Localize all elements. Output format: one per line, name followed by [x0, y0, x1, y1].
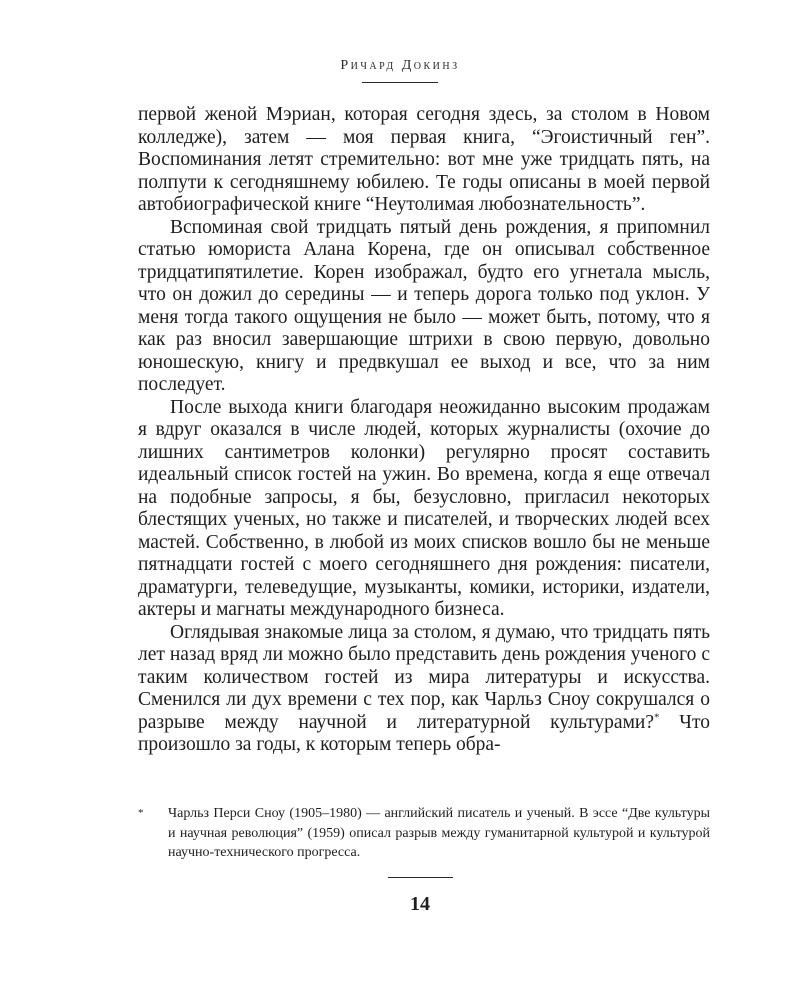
running-head: Ричард Докинз — [340, 58, 460, 73]
paragraph-1: первой женой Мэриан, которая сегодня здесь, за столом в Новом колледже), затем — моя первая книга, “Эгоистичный ген”. Воспоминания летят стремительно: вот мне уже тридцать пять, на полпути к сегодняшнему юбилею. Те годы описаны в моей первой автобиографической книге “Неутолимая любознательность”. — [138, 104, 710, 215]
footer-rule — [388, 877, 453, 878]
paragraph-4-tail: Что произошло за годы, к которым теперь обра- — [138, 711, 710, 755]
body-text — [138, 104, 710, 757]
paragraph-4 — [138, 622, 710, 757]
footnote-text: Чарльз Перси Сноу (1905–1980) — английский писатель и ученый. В эссе “Две культуры и научная революция” (1959) описал разрыв между гуманитарной культурой и культурой научно-технического прогресса. — [168, 806, 710, 860]
paragraph-3: После выхода книги благодаря неожиданно высоким продажам я вдруг оказался в числе людей, которых журналисты (охочие до лишних сантиметров колонки) регулярно просят составить идеальный список гостей на ужин. Во времена, когда я еще отвечал на подобные запросы, я бы, безусловно, пригласил некоторых блестящих ученых, но также и писателей, и творческих людей всех мастей. Собственно, в любой из моих списков вошло бы не меньше пятнадцати гостей с моего сегодняшнего дня рождения: писатели, драматурги, телеведущие, музыканты, комики, историки, издатели, актеры и магнаты международного бизнеса. — [138, 396, 710, 620]
header-rule — [362, 82, 438, 83]
footnote-mark: * — [138, 807, 144, 819]
footnote — [138, 804, 710, 863]
paragraph-2: Вспоминая свой тридцать пятый день рождения, я припомнил статью юмориста Алана Корена, где он описывал собственное тридцатипятилетие. Корен изображал, будто его угнетала мысль, что он дожил до середины — и теперь дорога только под уклон. У меня тогда такого ощущения не было — может быть, потому, что я как раз вносил завершающие штрихи в свою первую, довольно юношескую, книгу и предвкушал ее выход и все, что за ним последует. — [138, 216, 710, 395]
paragraph-4-text: Оглядывая знакомые лица за столом, я думаю, что тридцать пять лет назад вряд ли можно было представить день рождения ученого с таким количеством гостей из мира литературы и искусства. Сменился ли дух времени с тех пор, как Чарльз Сноу сокрушался о разрыве между научной и литературной культурами? — [138, 621, 710, 733]
page-number: 14 — [410, 893, 430, 915]
footnote-reference: * — [654, 711, 660, 723]
